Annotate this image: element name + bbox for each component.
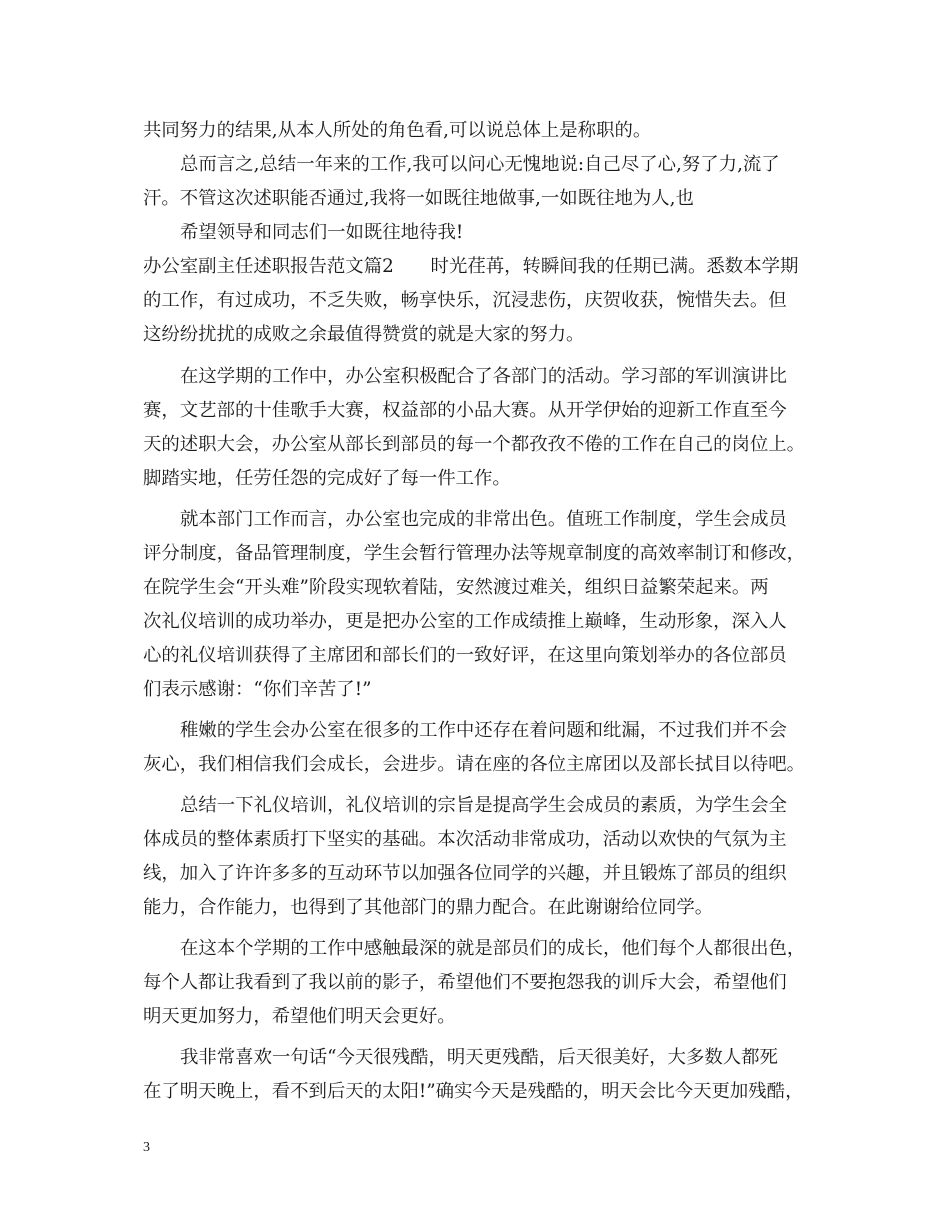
text-line: 在了明天晚上，看不到后天的太阳!”确实今天是残酷的，明天会比今天更加残酷，	[143, 1081, 804, 1102]
text-line: 天的述职大会，办公室从部长到部员的每一个都孜孜不倦的工作在自己的岗位上。	[143, 434, 806, 455]
text-line: 体成员的整体素质打下坚实的基础。本次活动非常成功，活动以欢快的气氛为主	[143, 829, 787, 850]
text-line: 稚嫩的学生会办公室在很多的工作中还存在着问题和纰漏，不过我们并不会	[180, 720, 787, 741]
text-line: 能力，合作能力，也得到了其他部门的鼎力配合。在此谢谢给位同学。	[143, 897, 714, 918]
text-line: 总而言之,总结一年来的工作,我可以问心无愧地说:自己尽了心,努了力,流了	[180, 154, 780, 175]
text-line: 在这本个学期的工作中感触最深的就是部员们的成长，他们每个人都很出色，	[180, 938, 806, 959]
section-title-line: 办公室副主任述职报告范文篇2 时光荏苒，转瞬间我的任期已满。悉数本学期	[143, 256, 799, 277]
text-line: 每个人都让我看到了我以前的影子，希望他们不要抱怨我的训斥大会，希望他们	[143, 972, 787, 993]
text-line: 希望领导和同志们一如既往地待我!	[180, 222, 464, 243]
text-line: 就本部门工作而言，办公室也完成的非常出色。值班工作制度，学生会成员	[180, 509, 787, 530]
text-line: 总结一下礼仪培训，礼仪培训的宗旨是提高学生会成员的素质，为学生会全	[180, 795, 787, 816]
text-line: 线，加入了许许多多的互动环节以加强各位同学的兴趣，并且锻炼了部员的组织	[143, 863, 787, 884]
text-line: 这纷纷扰扰的成败之余最值得赞赏的就是大家的努力。	[143, 324, 585, 345]
text-line: 次礼仪培训的成功举办，更是把办公室的工作成绩推上巅峰，生动形象，深入人	[143, 611, 787, 632]
text-line: 赛，文艺部的十佳歌手大赛，权益部的小品大赛。从开学伊始的迎新工作直至今	[143, 400, 787, 421]
text-line: 我非常喜欢一句话“今天很残酷，明天更残酷，后天很美好，大多数人都死	[180, 1047, 778, 1068]
text-line: 脚踏实地，任劳任怨的完成好了每一件工作。	[143, 468, 511, 489]
text-line: 共同努力的结果,从本人所处的角色看,可以说总体上是称职的。	[143, 120, 652, 141]
text-line: 汗。不管这次述职能否通过,我将一如既往地做事,一如既往地为人,也	[143, 188, 694, 209]
text-line: 在院学生会“开头难”阶段实现软着陆，安然渡过难关，组织日益繁荣起来。两	[143, 577, 769, 598]
text-line: 心的礼仪培训获得了主席团和部长们的一致好评，在这里向策划举办的各位部员	[143, 645, 787, 666]
text-line: 明天更加努力，希望他们明天会更好。	[143, 1006, 456, 1027]
text-line: 灰心，我们相信我们会成长，会进步。请在座的各位主席团以及部长拭目以待吧。	[143, 754, 806, 775]
page-number: 3	[143, 1140, 150, 1155]
text-line: 评分制度，备品管理制度，学生会暂行管理办法等规章制度的高效率制订和修改，	[143, 543, 806, 564]
text-line: 在这学期的工作中，办公室积极配合了各部门的活动。学习部的军训演讲比	[180, 366, 787, 387]
text-line: 的工作，有过成功，不乏失败，畅享快乐，沉浸悲伤，庆贺收获，惋惜失去。但	[143, 290, 787, 311]
text-line: 们表示感谢：“你们辛苦了!”	[143, 679, 372, 700]
